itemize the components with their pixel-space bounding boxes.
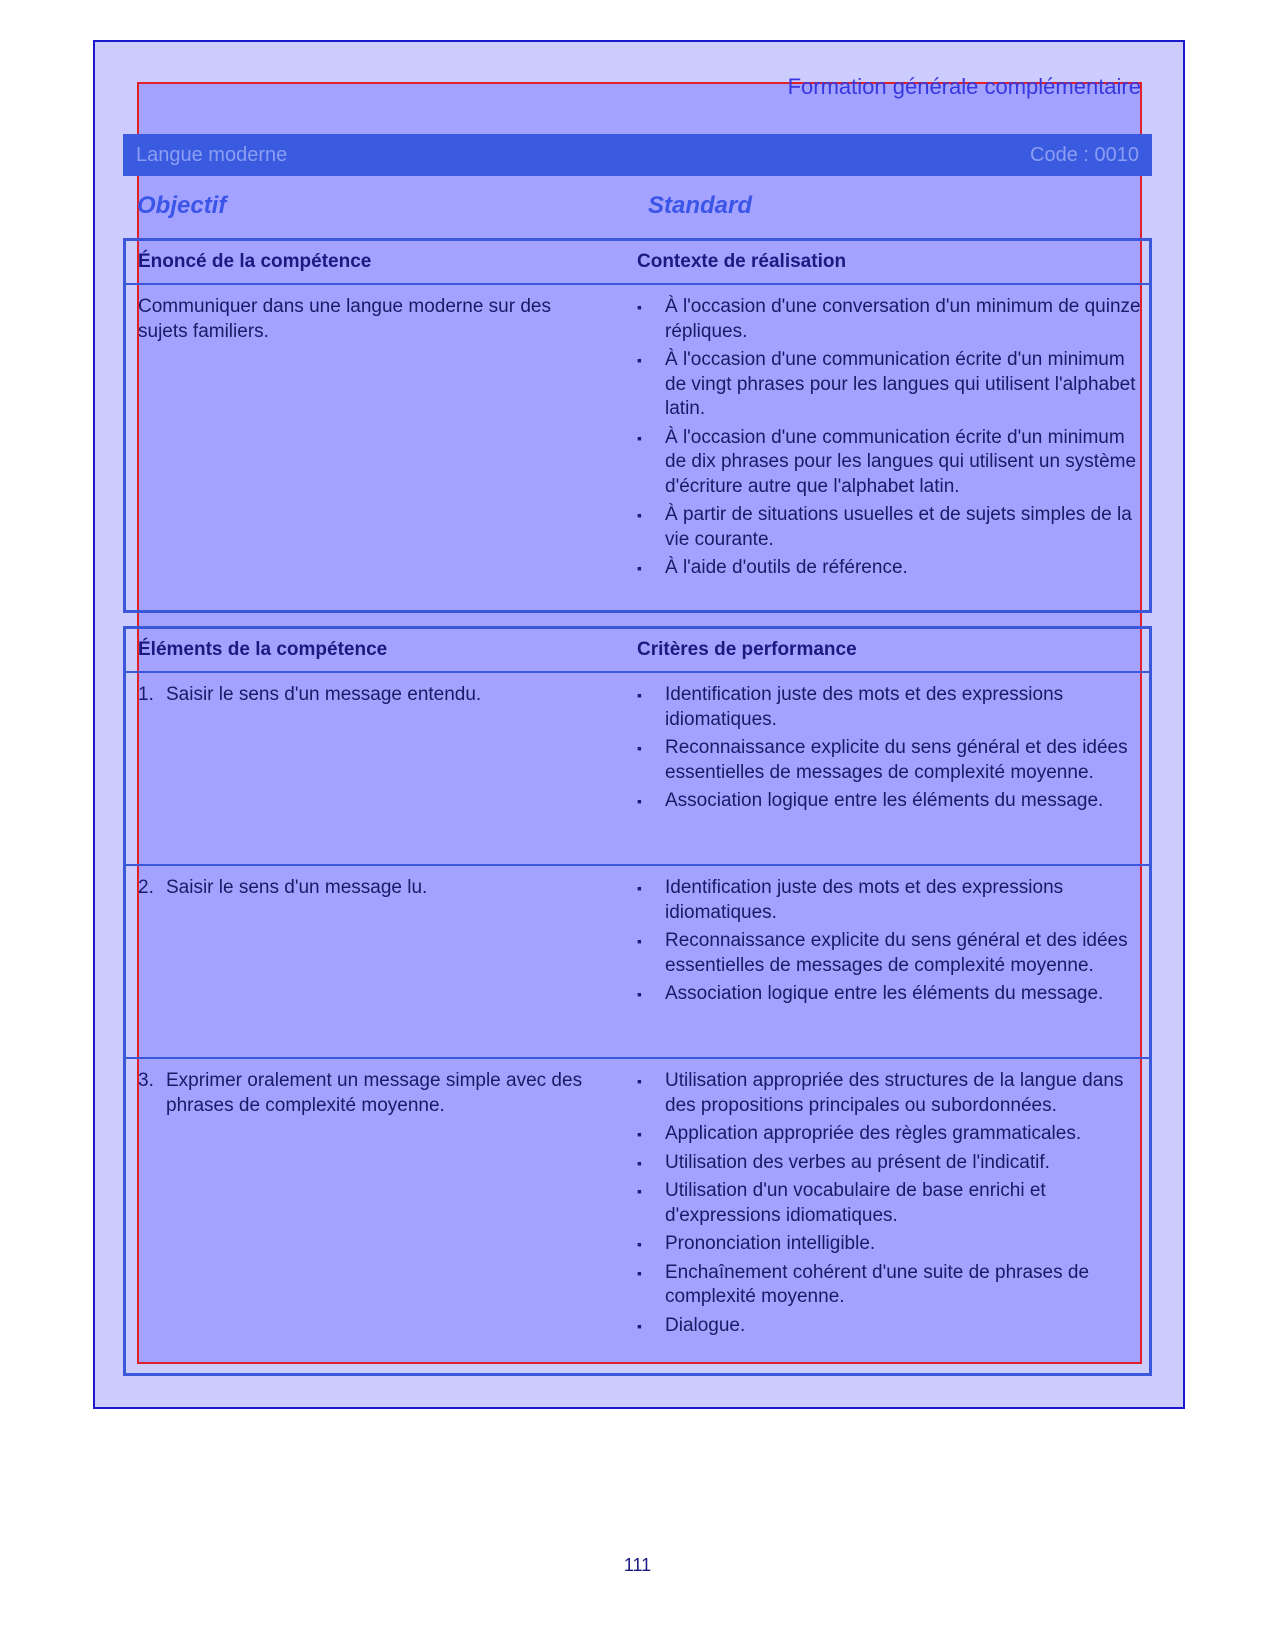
- element-item: [138, 876, 637, 901]
- elements-table: [123, 626, 1152, 1376]
- criteria-list: [637, 1069, 1141, 1338]
- criteria-list: [637, 683, 1141, 814]
- page-number: 111: [623, 1555, 652, 1575]
- context-item: ▪ À l'occasion d'une communication écrite d'un minimum de vingt phrases pour les langues qui utilisent l'alphabet latin.: [637, 348, 1141, 422]
- criteria-item: ▪ Reconnaissance explicite du sens général et des idées essentielles de messages de complexité moyenne.: [637, 736, 1141, 785]
- element-item: [138, 1069, 637, 1118]
- criteria-item: ▪ Utilisation des verbes au présent de l'indicatif.: [637, 1151, 1141, 1176]
- course-code: Code : 0010: [1030, 143, 1139, 166]
- criteria-list: [637, 876, 1141, 1007]
- statement-header: Énoncé de la compétence: [138, 251, 372, 272]
- competence-table: [123, 238, 1152, 613]
- element-number: 3.: [138, 1070, 154, 1091]
- criteria-item: ▪ Identification juste des mots et des expressions idiomatiques.: [637, 683, 1141, 732]
- elements-table-header: [126, 629, 1149, 673]
- standard-title: Standard: [648, 192, 753, 219]
- table-row: [126, 673, 1149, 866]
- criteria-item: ▪ Prononciation intelligible.: [637, 1232, 1141, 1257]
- context-item: ▪ À l'occasion d'une conversation d'un minimum de quinze répliques.: [637, 295, 1141, 344]
- criteria-item: ▪ Utilisation appropriée des structures de la langue dans des propositions principales ou subordonnées.: [637, 1069, 1141, 1118]
- context-item: ▪ À l'occasion d'une communication écrite d'un minimum de dix phrases pour les langues qui utilisent un système d'écriture autre que l'alphabet latin.: [637, 426, 1141, 500]
- element-number: 1.: [138, 684, 154, 705]
- criteria-item: ▪ Application appropriée des règles grammaticales.: [637, 1122, 1141, 1147]
- context-header: Contexte de réalisation: [637, 251, 847, 272]
- context-list: [637, 295, 1141, 581]
- element-number: 2.: [138, 877, 154, 898]
- context-item: ▪ À l'aide d'outils de référence.: [637, 556, 1141, 581]
- element-text: Saisir le sens d'un message entendu.: [166, 684, 482, 705]
- criteria-item: ▪ Association logique entre les éléments du message.: [637, 982, 1141, 1007]
- criteria-header: Critères de performance: [637, 639, 857, 660]
- element-item: [138, 683, 637, 708]
- competence-table-header: [126, 241, 1149, 285]
- course-name: Langue moderne: [136, 143, 288, 166]
- competence-statement: Communiquer dans une langue moderne sur des sujets familiers.: [138, 296, 551, 342]
- context-item: ▪ À partir de situations usuelles et de sujets simples de la vie courante.: [637, 503, 1141, 552]
- course-bar: [123, 134, 1152, 176]
- criteria-item: ▪ Identification juste des mots et des expressions idiomatiques.: [637, 876, 1141, 925]
- table-row: [126, 1059, 1149, 1342]
- elements-header: Éléments de la compétence: [138, 639, 388, 660]
- program-title: Formation générale complémentaire: [787, 74, 1141, 99]
- criteria-item: ▪ Reconnaissance explicite du sens général et des idées essentielles de messages de complexité moyenne.: [637, 929, 1141, 978]
- element-text: Exprimer oralement un message simple avec des phrases de complexité moyenne.: [166, 1070, 583, 1116]
- table-row: [126, 866, 1149, 1059]
- competence-row: [126, 285, 1149, 585]
- criteria-item: ▪ Enchaînement cohérent d'une suite de phrases de complexité moyenne.: [637, 1261, 1141, 1310]
- element-text: Saisir le sens d'un message lu.: [166, 877, 428, 898]
- criteria-item: ▪ Utilisation d'un vocabulaire de base enrichi et d'expressions idiomatiques.: [637, 1179, 1141, 1228]
- criteria-item: ▪ Association logique entre les éléments du message.: [637, 789, 1141, 814]
- objective-title: Objectif: [137, 192, 227, 219]
- criteria-item: ▪ Dialogue.: [637, 1314, 1141, 1339]
